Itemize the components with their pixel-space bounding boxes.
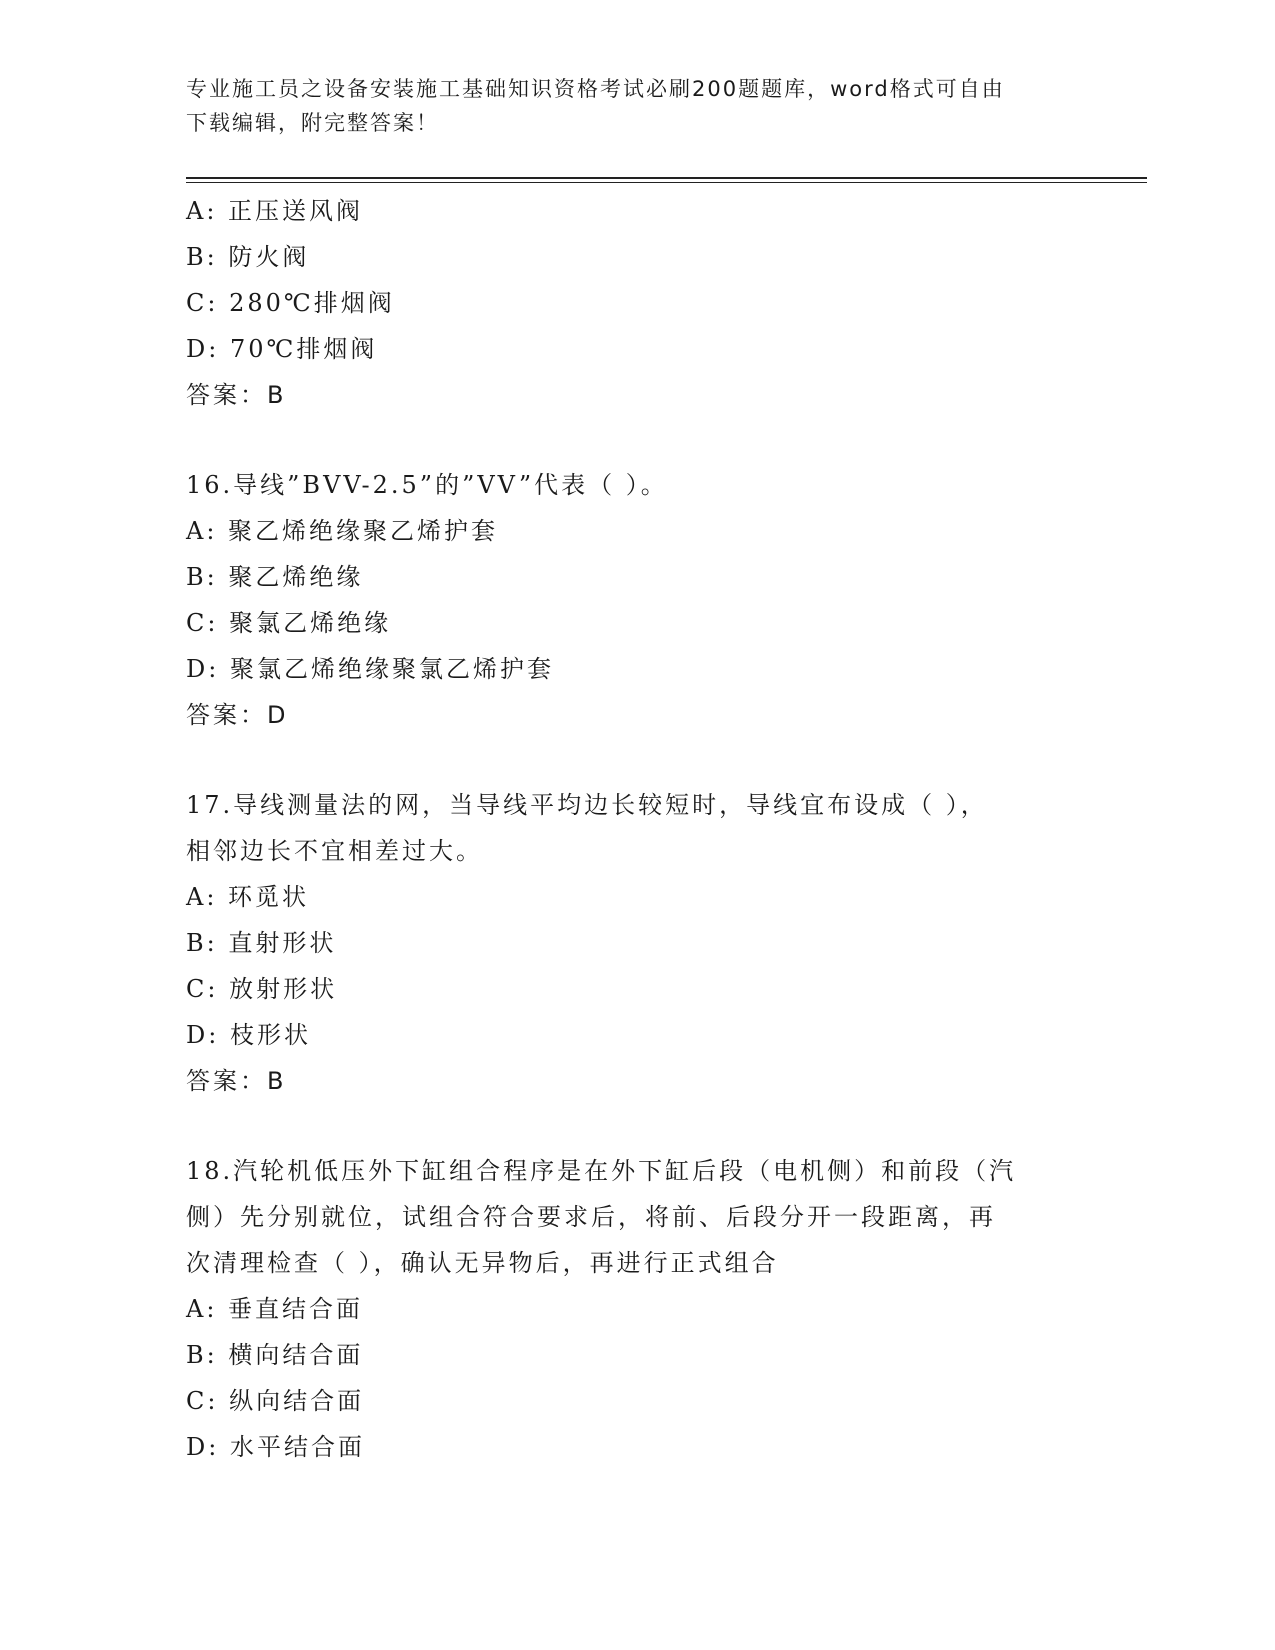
option-c: C: 280℃排烟阀 [186, 289, 395, 317]
option-c: C: 放射形状 [186, 975, 338, 1003]
header-divider-thin [186, 182, 1147, 183]
option-c: C: 聚氯乙烯绝缘 [186, 609, 392, 637]
option-a: A: 聚乙烯绝缘聚乙烯护套 [186, 517, 499, 545]
option-d: D: 聚氯乙烯绝缘聚氯乙烯护套 [186, 655, 554, 683]
spacer [186, 738, 1086, 782]
option-a: A: 正压送风阀 [186, 197, 364, 225]
option-c: C: 纵向结合面 [186, 1387, 365, 1415]
question-17-block [186, 782, 1086, 1104]
option-a: A: 垂直结合面 [186, 1295, 364, 1323]
option-b: B: 聚乙烯绝缘 [186, 563, 364, 591]
question-16-block [186, 462, 1086, 738]
question-stem-continued: 相邻边长不宜相差过大。 [186, 837, 483, 865]
answer-line: 答案：B [186, 1067, 287, 1095]
spacer [186, 418, 1086, 462]
question-18-block [186, 1148, 1086, 1470]
question-stem: 18.汽轮机低压外下缸组合程序是在外下缸后段（电机侧）和前段（汽 [186, 1157, 1017, 1185]
answer-line: 答案：D [186, 701, 289, 729]
question-stem-continued: 次清理检查（ ），确认无异物后，再进行正式组合 [186, 1249, 779, 1277]
question-list [186, 188, 1086, 1470]
header-line-2: 下载编辑，附完整答案！ [186, 111, 439, 135]
question-15-block [186, 188, 1086, 418]
question-stem: 17.导线测量法的网，当导线平均边长较短时，导线宜布设成（ ）， [186, 791, 988, 819]
header-divider-thick [186, 177, 1147, 179]
document-header [186, 72, 1086, 140]
option-d: D: 枝形状 [186, 1021, 311, 1049]
option-b: B: 防火阀 [186, 243, 310, 271]
option-a: A: 环觅状 [186, 883, 310, 911]
question-stem-continued: 侧）先分别就位，试组合符合要求后，将前、后段分开一段距离，再 [186, 1203, 996, 1231]
option-d: D: 70℃排烟阀 [186, 335, 378, 363]
header-line-1: 专业施工员之设备安装施工基础知识资格考试必刷200题题库，word格式可自由 [186, 77, 1005, 101]
answer-line: 答案：B [186, 381, 287, 409]
option-b: B: 直射形状 [186, 929, 337, 957]
spacer [186, 1104, 1086, 1148]
option-b: B: 横向结合面 [186, 1341, 364, 1369]
question-stem: 16.导线”BVV-2.5”的”VV”代表（ ）。 [186, 471, 668, 499]
option-d: D: 水平结合面 [186, 1433, 365, 1461]
